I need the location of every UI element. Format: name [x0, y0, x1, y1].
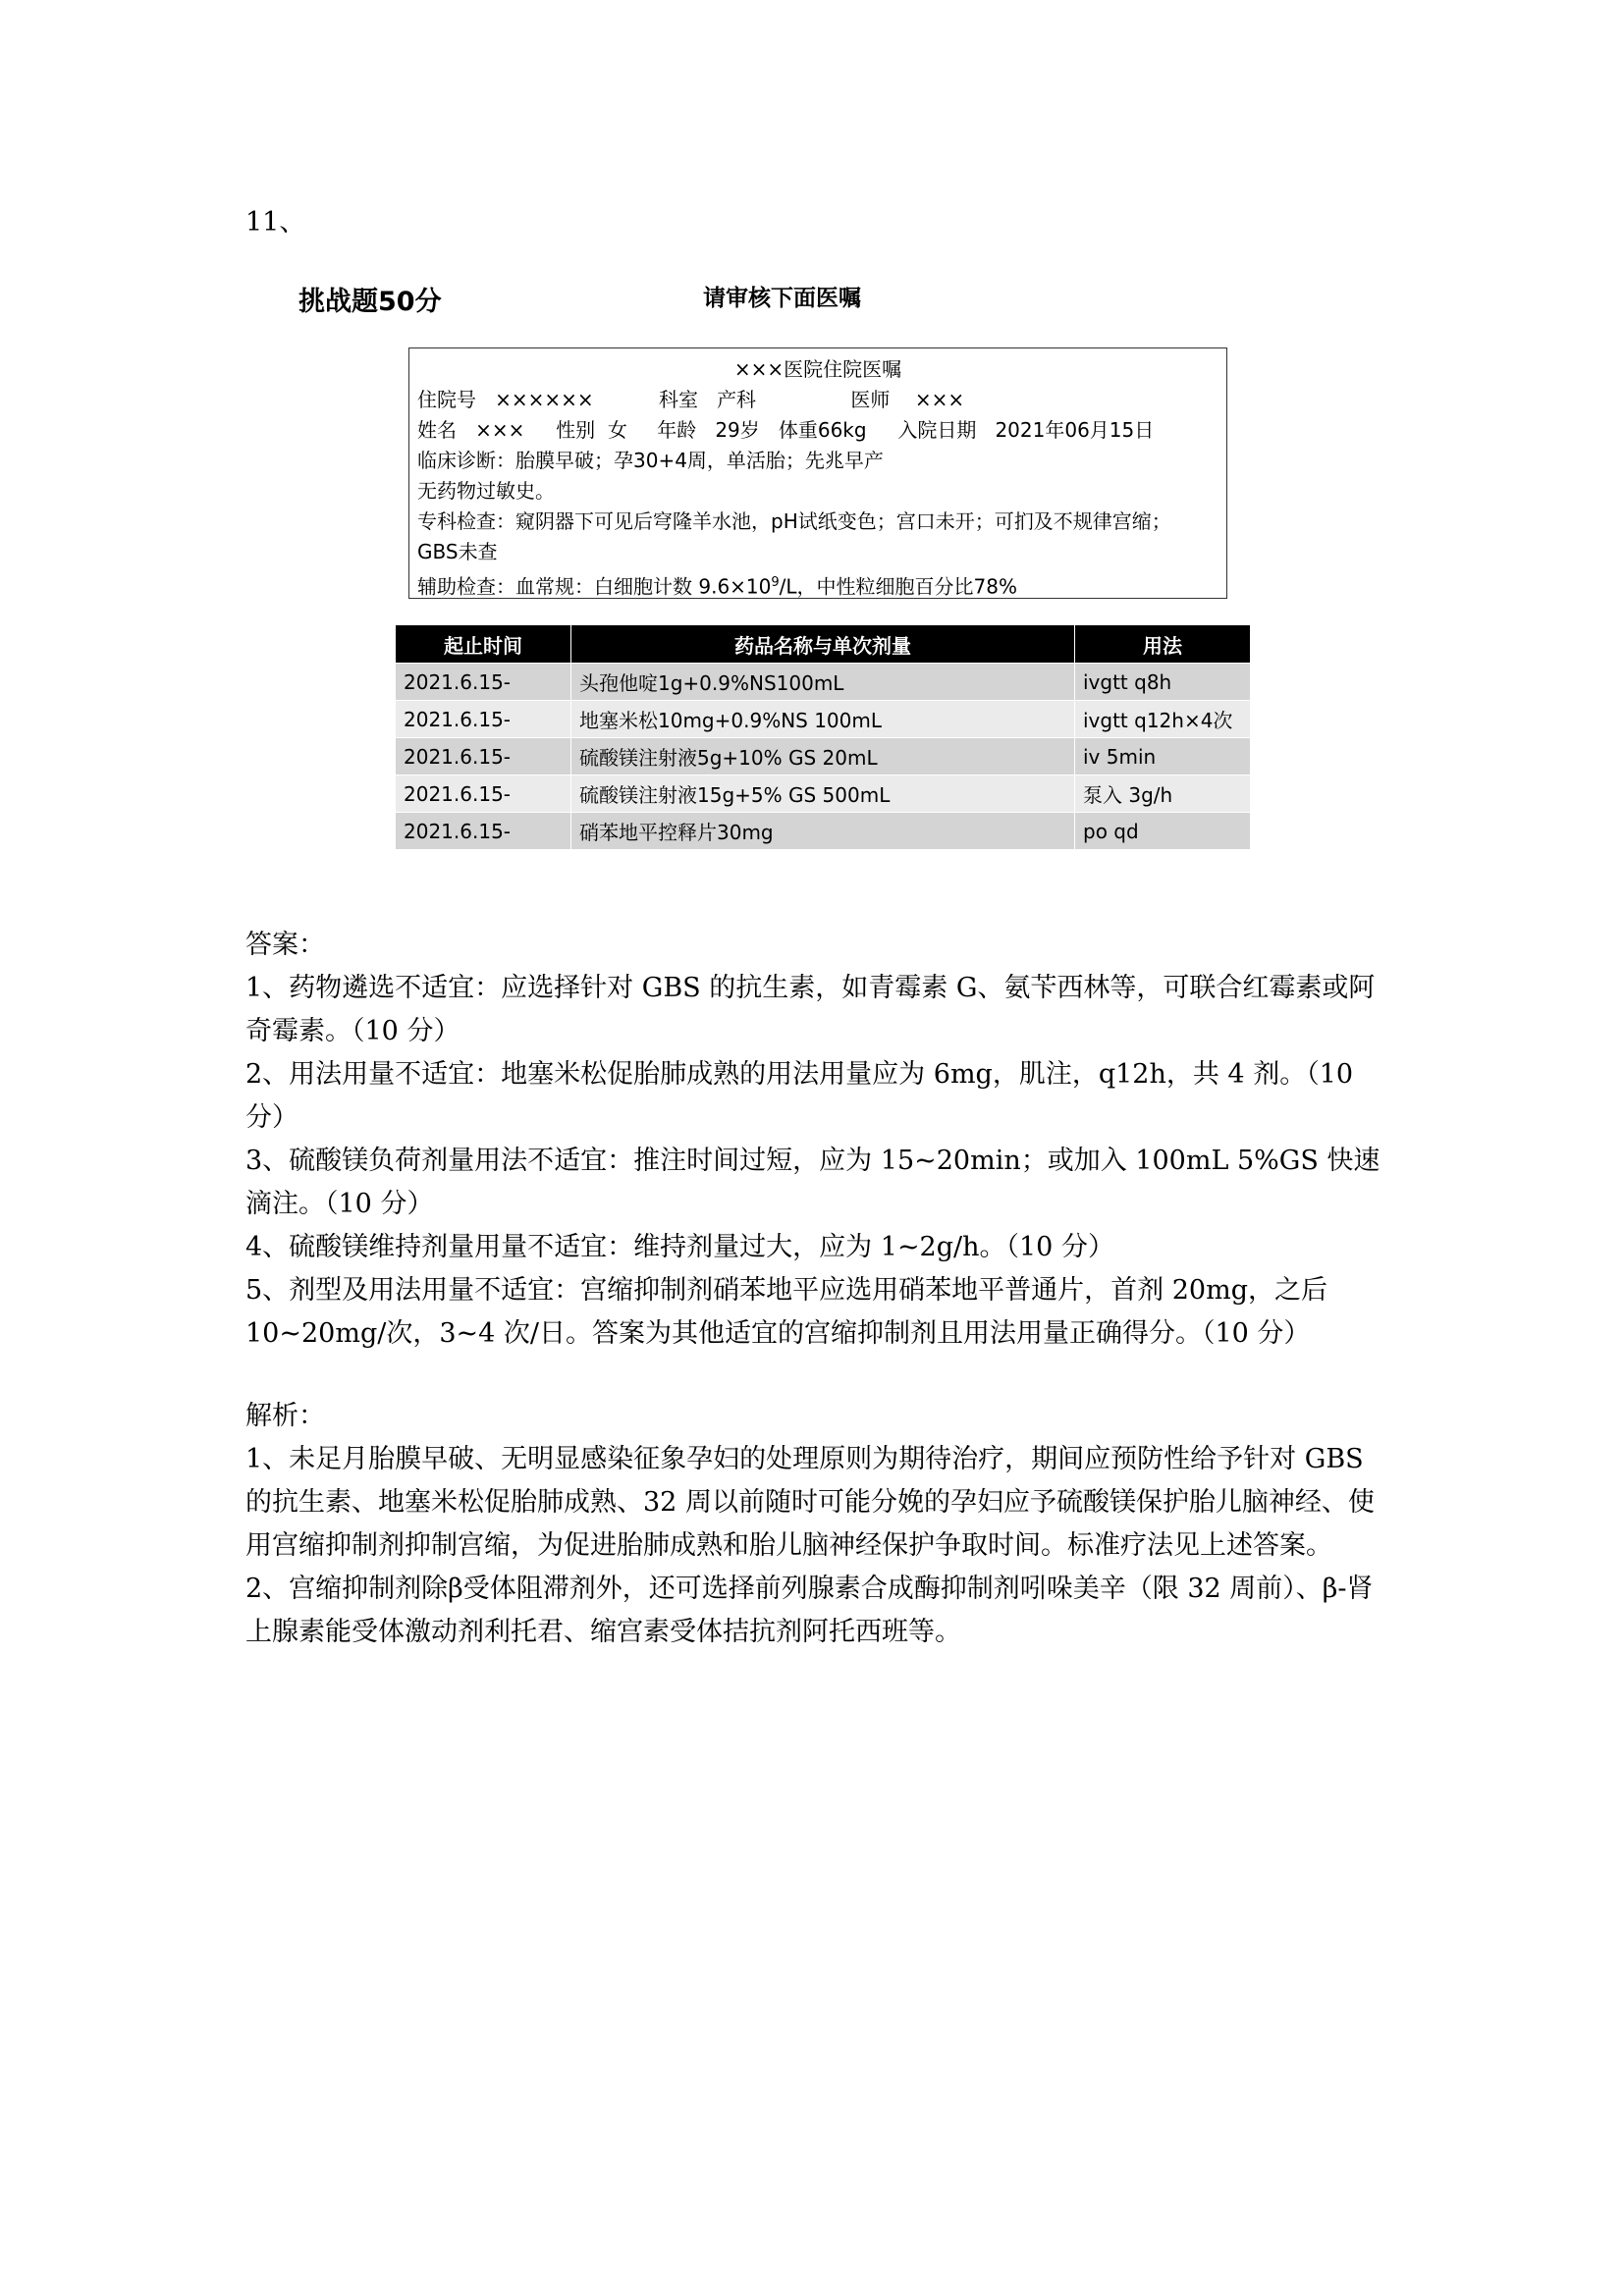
- cell-usage: iv 5min: [1075, 738, 1251, 775]
- answer-item: 1、药物遴选不适宜：应选择针对 GBS 的抗生素，如青霉素 G、氨苄西林等，可联合红霉素或阿奇霉素。（10 分）: [245, 973, 1376, 1046]
- aux-exam-superscript: 9: [771, 575, 780, 590]
- cell-drug: 硝苯地平控释片30mg: [571, 813, 1075, 850]
- question-number: 11、: [245, 207, 306, 238]
- prescription-table: [395, 624, 1251, 850]
- analysis-heading: 解析：: [245, 1401, 325, 1431]
- answer-item: 3、硫酸镁负荷剂量用法不适宜：推注时间过短，应为 15~20min；或加入 100mL 5%GS 快速滴注。（10 分）: [245, 1146, 1380, 1219]
- cell-time: 2021.6.15-: [396, 701, 571, 738]
- answer-section: [245, 924, 1394, 1356]
- order-row-1: [417, 385, 1218, 415]
- table-row: [396, 664, 1251, 701]
- doctor-label: 医师: [850, 388, 891, 411]
- department-label: 科室: [658, 388, 698, 411]
- cell-drug: 地塞米松10mg+0.9%NS 100mL: [571, 701, 1075, 738]
- special-exam-line-1: 专科检查：窥阴器下可见后穹隆羊水池，pH试纸变色；宫口未开；可扪及不规律宫缩；: [417, 509, 1171, 533]
- table-row: [396, 813, 1251, 850]
- analysis-section: [245, 1395, 1394, 1654]
- cell-usage: ivgtt q8h: [1075, 664, 1251, 701]
- cell-drug: 头孢他啶1g+0.9%NS100mL: [571, 664, 1075, 701]
- name-label: 姓名: [417, 418, 457, 442]
- special-exam-line-2: GBS未查: [417, 540, 498, 563]
- order-row-2: [417, 415, 1218, 446]
- sex-value: 女: [607, 418, 627, 442]
- table-row: [396, 738, 1251, 775]
- cell-usage: 泵入 3g/h: [1075, 775, 1251, 813]
- aux-exam-suffix: /L，中性粒细胞百分比78%: [779, 574, 1017, 599]
- weight: 体重66kg: [778, 418, 867, 442]
- allergy-history: 无药物过敏史。: [417, 479, 555, 503]
- challenge-title: 挑战题50分: [298, 287, 442, 317]
- admit-date-label: 入院日期: [897, 418, 977, 442]
- header-drug: 药品名称与单次剂量: [571, 625, 1075, 664]
- table-row: [396, 701, 1251, 738]
- cell-usage: po qd: [1075, 813, 1251, 850]
- table-header-row: [396, 625, 1251, 664]
- aux-exam-prefix: 辅助检查：血常规：白细胞计数 9.6×10: [417, 574, 772, 599]
- cell-time: 2021.6.15-: [396, 664, 571, 701]
- answer-item: 5、剂型及用法用量不适宜：宫缩抑制剂硝苯地平应选用硝苯地平普通片，首剂 20mg，之后 10~20mg/次，3~4 次/日。答案为其他适宜的宫缩抑制剂且用法用量正确得分。（10 分）: [245, 1275, 1328, 1349]
- hospital-title: ×××医院住院医嘱: [733, 357, 902, 381]
- analysis-item: 1、未足月胎膜早破、无明显感染征象孕妇的处理原则为期待治疗，期间应预防性给予针对 GBS 的抗生素、地塞米松促胎肺成熟、32 周以前随时可能分娩的孕妇应予硫酸镁保护胎儿脑神经、使用宫缩抑制剂抑制宫缩，为促进胎肺成熟和胎儿脑神经保护争取时间。标准疗法见上述答案。: [245, 1444, 1375, 1561]
- header-time: 起止时间: [396, 625, 571, 664]
- cell-time: 2021.6.15-: [396, 738, 571, 775]
- age-label: 年龄: [657, 418, 697, 442]
- admission-no-value: ××××××: [495, 388, 594, 411]
- instruction-title: 请审核下面医嘱: [703, 286, 861, 311]
- cell-drug: 硫酸镁注射液5g+10% GS 20mL: [571, 738, 1075, 775]
- answer-heading: 答案：: [245, 930, 325, 960]
- medical-order-box: [408, 347, 1227, 599]
- cell-time: 2021.6.15-: [396, 813, 571, 850]
- cell-time: 2021.6.15-: [396, 775, 571, 813]
- answer-item: 4、硫酸镁维持剂量用量不适宜：维持剂量过大，应为 1~2g/h。（10 分）: [245, 1232, 1114, 1262]
- department-value: 产科: [717, 388, 757, 411]
- header-usage: 用法: [1075, 625, 1251, 664]
- admit-date-value: 2021年06月15日: [995, 418, 1155, 442]
- table-row: [396, 775, 1251, 813]
- cell-usage: ivgtt q12h×4次: [1075, 701, 1251, 738]
- analysis-item: 2、宫缩抑制剂除β受体阻滞剂外，还可选择前列腺素合成酶抑制剂吲哚美辛（限 32 周前）、β-肾上腺素能受体激动剂利托君、缩宫素受体拮抗剂阿托西班等。: [245, 1574, 1374, 1647]
- answer-item: 2、用法用量不适宜：地塞米松促胎肺成熟的用法用量应为 6mg，肌注，q12h，共 4 剂。（10 分）: [245, 1059, 1354, 1133]
- sex-label: 性别: [556, 418, 596, 442]
- clinical-diagnosis: 临床诊断：胎膜早破；孕30+4周，单活胎；先兆早产: [417, 449, 884, 472]
- name-value: ×××: [475, 418, 525, 442]
- doctor-value: ×××: [914, 388, 965, 411]
- cell-drug: 硫酸镁注射液15g+5% GS 500mL: [571, 775, 1075, 813]
- auxiliary-exam: [417, 567, 1218, 598]
- admission-no-label: 住院号: [417, 388, 476, 411]
- age-value: 29岁: [715, 418, 760, 442]
